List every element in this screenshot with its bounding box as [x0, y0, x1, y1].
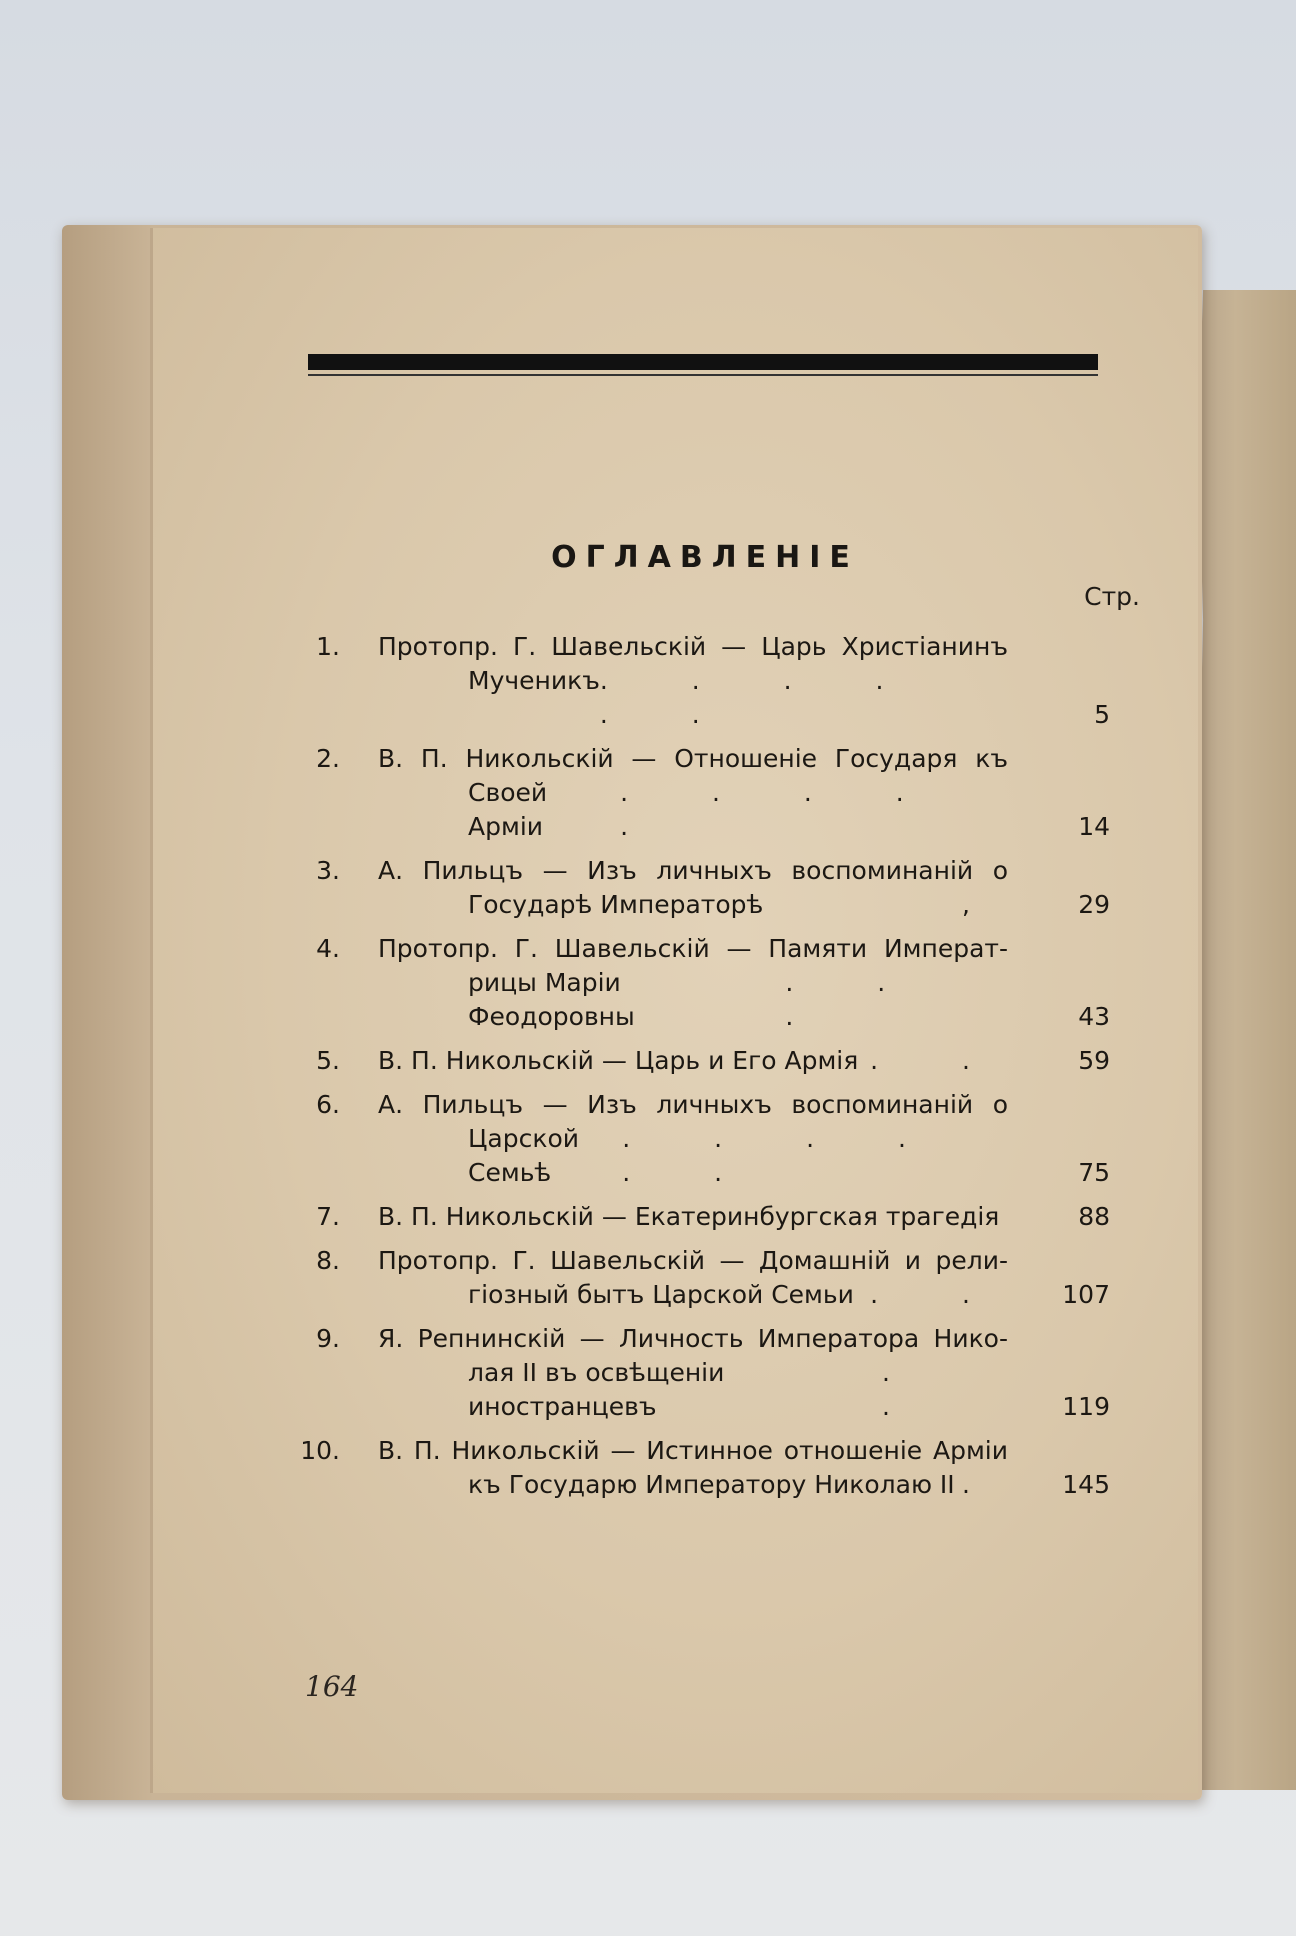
entry-title-line1: А. Пильцъ — Изъ личныхъ воспоминаній о — [378, 856, 1008, 885]
dot-leaders: , — [962, 890, 1008, 919]
entry-page-number: 14 — [1078, 812, 1110, 841]
dot-leaders: . . . . . — [620, 778, 942, 841]
entry-number: 3. — [316, 856, 340, 885]
entry-title-line2: Царской Семьѣ — [468, 1124, 579, 1187]
entry-title-line1: В. П. Никольскій — Царь и Его Армія — [378, 1046, 859, 1075]
entry-title-line1: В. П. Никольскій — Екатеринбургская трагедія — [378, 1202, 1000, 1231]
entry-title-line2-row — [468, 966, 1008, 1034]
dot-leaders: . . . — [785, 968, 924, 1031]
entry-number: 7. — [316, 1202, 340, 1231]
entry-title-line2-row — [468, 1468, 1008, 1502]
entry-title-line2: къ Государю Императору Николаю II — [468, 1470, 955, 1499]
entry-title-line1: Я. Репнинскій — Личность Императора Нико- — [378, 1324, 1008, 1353]
dot-leaders: . . . . . . — [622, 1124, 944, 1187]
entry-title-line1: Протопр. Г. Шавельскій — Памяти Императ- — [378, 934, 1008, 963]
entry-number: 8. — [316, 1246, 340, 1275]
entry-title-line2-row — [468, 776, 1008, 844]
entry-page-number: 43 — [1078, 1002, 1110, 1031]
dot-leaders: . . — [881, 1358, 928, 1421]
entry-page-number: 88 — [1078, 1202, 1110, 1231]
toc-heading: ОГЛАВЛЕНІЕ — [551, 540, 859, 575]
entry-page-number: 119 — [1062, 1392, 1110, 1421]
entry-number: 4. — [316, 934, 340, 963]
entry-page-number: 145 — [1062, 1470, 1110, 1499]
toc-entry — [290, 1200, 1110, 1234]
entry-title-line2: лая II въ освѣщеніи иностранцевъ — [468, 1358, 725, 1421]
toc-entry — [290, 1244, 1110, 1312]
dot-leaders: . . — [870, 1280, 1008, 1309]
entry-title-line1: В. П. Никольскій — Истинное отношеніе Арміи — [378, 1436, 1008, 1465]
entry-page-number: 59 — [1078, 1046, 1110, 1075]
entry-number: 10. — [300, 1436, 340, 1465]
entry-title-line2-row — [468, 664, 1008, 732]
entry-title-line1: А. Пильцъ — Изъ личныхъ воспоминаній о — [378, 1090, 1008, 1119]
entry-title-line2: Государѣ Императорѣ — [468, 890, 764, 919]
dot-leaders: . — [962, 1470, 1008, 1499]
entry-page-number: 29 — [1078, 890, 1110, 919]
entry-title-line1: Протопр. Г. Шавельскій — Домашній и рели- — [378, 1246, 1008, 1275]
page-folio-number: 164 — [305, 1670, 359, 1703]
entry-title-line2-row — [468, 888, 1008, 922]
entry-page-number: 5 — [1094, 700, 1110, 729]
entry-title-line1: В. П. Никольскій — Отношеніе Государя къ — [378, 744, 1008, 773]
entry-title-line1-row — [378, 1044, 1008, 1078]
entry-number: 1. — [316, 632, 340, 661]
toc-entry — [290, 1434, 1110, 1502]
entry-page-number: 107 — [1062, 1280, 1110, 1309]
entry-title-line2-row — [468, 1122, 1008, 1190]
toc-entry — [290, 742, 1110, 844]
dot-leaders: . . — [870, 1046, 1008, 1075]
entry-title-line2: гіозный бытъ Царской Семьи — [468, 1280, 854, 1309]
toc-entry — [290, 1088, 1110, 1190]
entry-title-line2-row — [468, 1278, 1008, 1312]
entry-title-line1: Протопр. Г. Шавельскій — Царь Христіанинъ — [378, 632, 1008, 661]
toc-entry — [290, 854, 1110, 922]
entry-title-line2: Мученикъ — [468, 666, 600, 695]
entry-number: 5. — [316, 1046, 340, 1075]
top-rule-thick — [308, 354, 1098, 370]
top-rule-thin — [308, 374, 1098, 376]
entry-title-line2-row — [468, 1356, 1008, 1424]
page-column-label: Стр. — [1084, 582, 1140, 611]
entry-number: 2. — [316, 744, 340, 773]
entry-title-line2: Своей Арміи — [468, 778, 548, 841]
toc-entry — [290, 630, 1110, 732]
toc-entry — [290, 932, 1110, 1034]
toc-entry — [290, 1322, 1110, 1424]
entry-title-line2: рицы Маріи Феодоровны — [468, 968, 635, 1031]
table-of-contents — [290, 630, 1110, 1512]
adjacent-torn-page — [1195, 290, 1296, 1790]
dot-leaders: . . . . . . — [599, 666, 922, 729]
toc-entry — [290, 1044, 1110, 1078]
entry-page-number: 75 — [1078, 1158, 1110, 1187]
entry-number: 9. — [316, 1324, 340, 1353]
entry-number: 6. — [316, 1090, 340, 1119]
